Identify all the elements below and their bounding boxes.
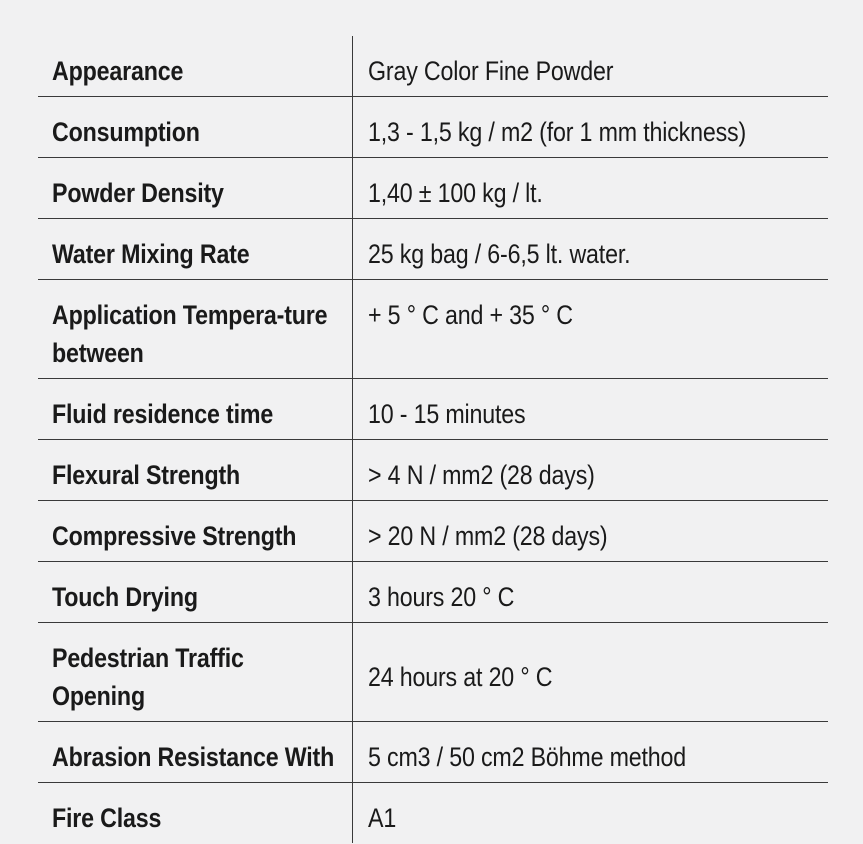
spec-value: 10 - 15 minutes — [352, 379, 828, 440]
spec-label: Pedestrian Traffic Opening — [38, 623, 352, 722]
spec-label: Consumption — [38, 97, 352, 158]
spec-label: Fire Class — [38, 783, 352, 844]
table-row — [38, 562, 828, 623]
table-row — [38, 280, 828, 379]
spec-label: Compressive Strength — [38, 501, 352, 562]
spec-value: > 4 N / mm2 (28 days) — [352, 440, 828, 501]
spec-label: Fluid residence time — [38, 379, 352, 440]
table-row — [38, 36, 828, 97]
table-row — [38, 158, 828, 219]
table-row — [38, 722, 828, 783]
spec-label: Touch Drying — [38, 562, 352, 623]
spec-label: Application Tempera-ture between — [38, 280, 352, 379]
spec-label: Abrasion Resistance With — [38, 722, 352, 783]
spec-value: 24 hours at 20 ° C — [352, 623, 828, 722]
spec-value: 3 hours 20 ° C — [352, 562, 828, 623]
spec-label: Water Mixing Rate — [38, 219, 352, 280]
table-row — [38, 501, 828, 562]
spec-value: 1,3 - 1,5 kg / m2 (for 1 mm thickness) — [352, 97, 828, 158]
spec-value: + 5 ° C and + 35 ° C — [352, 280, 828, 379]
spec-value: Gray Color Fine Powder — [352, 36, 828, 97]
spec-value: A1 — [352, 783, 828, 844]
spec-label: Flexural Strength — [38, 440, 352, 501]
spec-value: 25 kg bag / 6-6,5 lt. water. — [352, 219, 828, 280]
table-row — [38, 783, 828, 844]
table-row — [38, 623, 828, 722]
spec-value: 1,40 ± 100 kg / lt. — [352, 158, 828, 219]
spec-label: Appearance — [52, 56, 184, 86]
table-row — [38, 97, 828, 158]
spec-value: > 20 N / mm2 (28 days) — [352, 501, 828, 562]
table-row — [38, 440, 828, 501]
spec-label: Powder Density — [38, 158, 352, 219]
spec-table — [38, 36, 828, 843]
table-row — [38, 379, 828, 440]
spec-value: 5 cm3 / 50 cm2 Böhme method — [352, 722, 828, 783]
table-row — [38, 219, 828, 280]
